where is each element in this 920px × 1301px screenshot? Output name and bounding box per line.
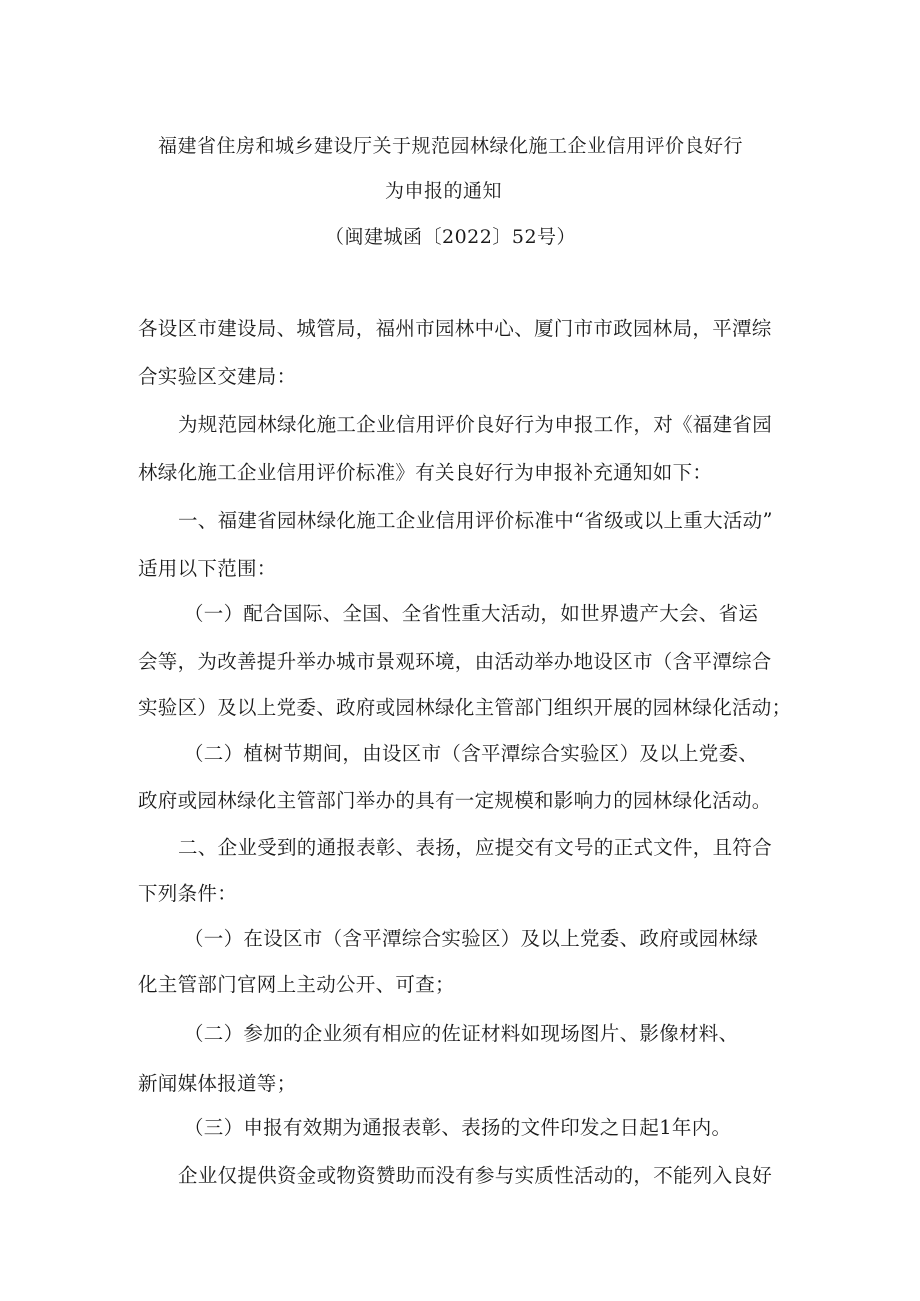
section-2-item-1-line-1: （一）在设区市（含平潭综合实验区）及以上党委、政府或园林绿 <box>184 927 759 950</box>
section-2-heading-line-1: 二、企业受到的通报表彰、表扬，应提交有文号的正式文件，且符合 <box>178 836 773 859</box>
section-1-heading-line-2: 适用以下范围： <box>138 557 277 580</box>
section-1-item-1-line-3: 实验区）及以上党委、政府或园林绿化主管部门组织开展的园林绿化活动； <box>138 696 792 719</box>
intro-line-2: 林绿化施工企业信用评价标准》有关良好行为申报补充通知如下： <box>138 461 713 484</box>
section-1-item-1-line-1: （一）配合国际、全国、全省性重大活动，如世界遗产大会、省运 <box>184 602 759 625</box>
section-2-item-2-line-1: （二）参加的企业须有相应的佐证材料如现场图片、影像材料、 <box>184 1022 739 1045</box>
section-2-item-3-line-1: （三）申报有效期为通报表彰、表扬的文件印发之日起1年内。 <box>184 1116 732 1139</box>
title-line-1: 福建省住房和城乡建设厅关于规范园林绿化施工企业信用评价良好行 <box>158 135 744 157</box>
addressee-line-2: 合实验区交建局： <box>138 365 297 388</box>
section-1-item-2-line-1: （二）植树节期间，由设区市（含平潭综合实验区）及以上党委、 <box>184 742 759 765</box>
addressee-line-1: 各设区市建设局、城管局，福州市园林中心、厦门市市政园林局，平潭综 <box>138 317 772 340</box>
document-number: （闽建城函〔2022〕52号） <box>325 226 577 248</box>
section-2-heading-line-2: 下列条件： <box>138 882 238 905</box>
section-2-item-2-line-2: 新闻媒体报道等； <box>138 1072 297 1095</box>
section-1-heading-line-1: 一、福建省园林绿化施工企业信用评价标准中“省级或以上重大活动” <box>178 509 773 532</box>
closing-paragraph-line-1: 企业仅提供资金或物资赞助而没有参与实质性活动的，不能列入良好 <box>178 1164 773 1187</box>
intro-line-1: 为规范园林绿化施工企业信用评价良好行为申报工作，对《福建省园 <box>178 413 773 436</box>
title-line-2: 为申报的通知 <box>385 180 503 202</box>
section-1-item-1-line-2: 会等，为改善提升举办城市景观环境，由活动举办地设区市（含平潭综合 <box>138 650 772 673</box>
section-1-item-2-line-2: 政府或园林绿化主管部门举办的具有一定规模和影响力的园林绿化活动。 <box>138 789 772 812</box>
section-2-item-1-line-2: 化主管部门官网上主动公开、可查； <box>138 973 455 996</box>
